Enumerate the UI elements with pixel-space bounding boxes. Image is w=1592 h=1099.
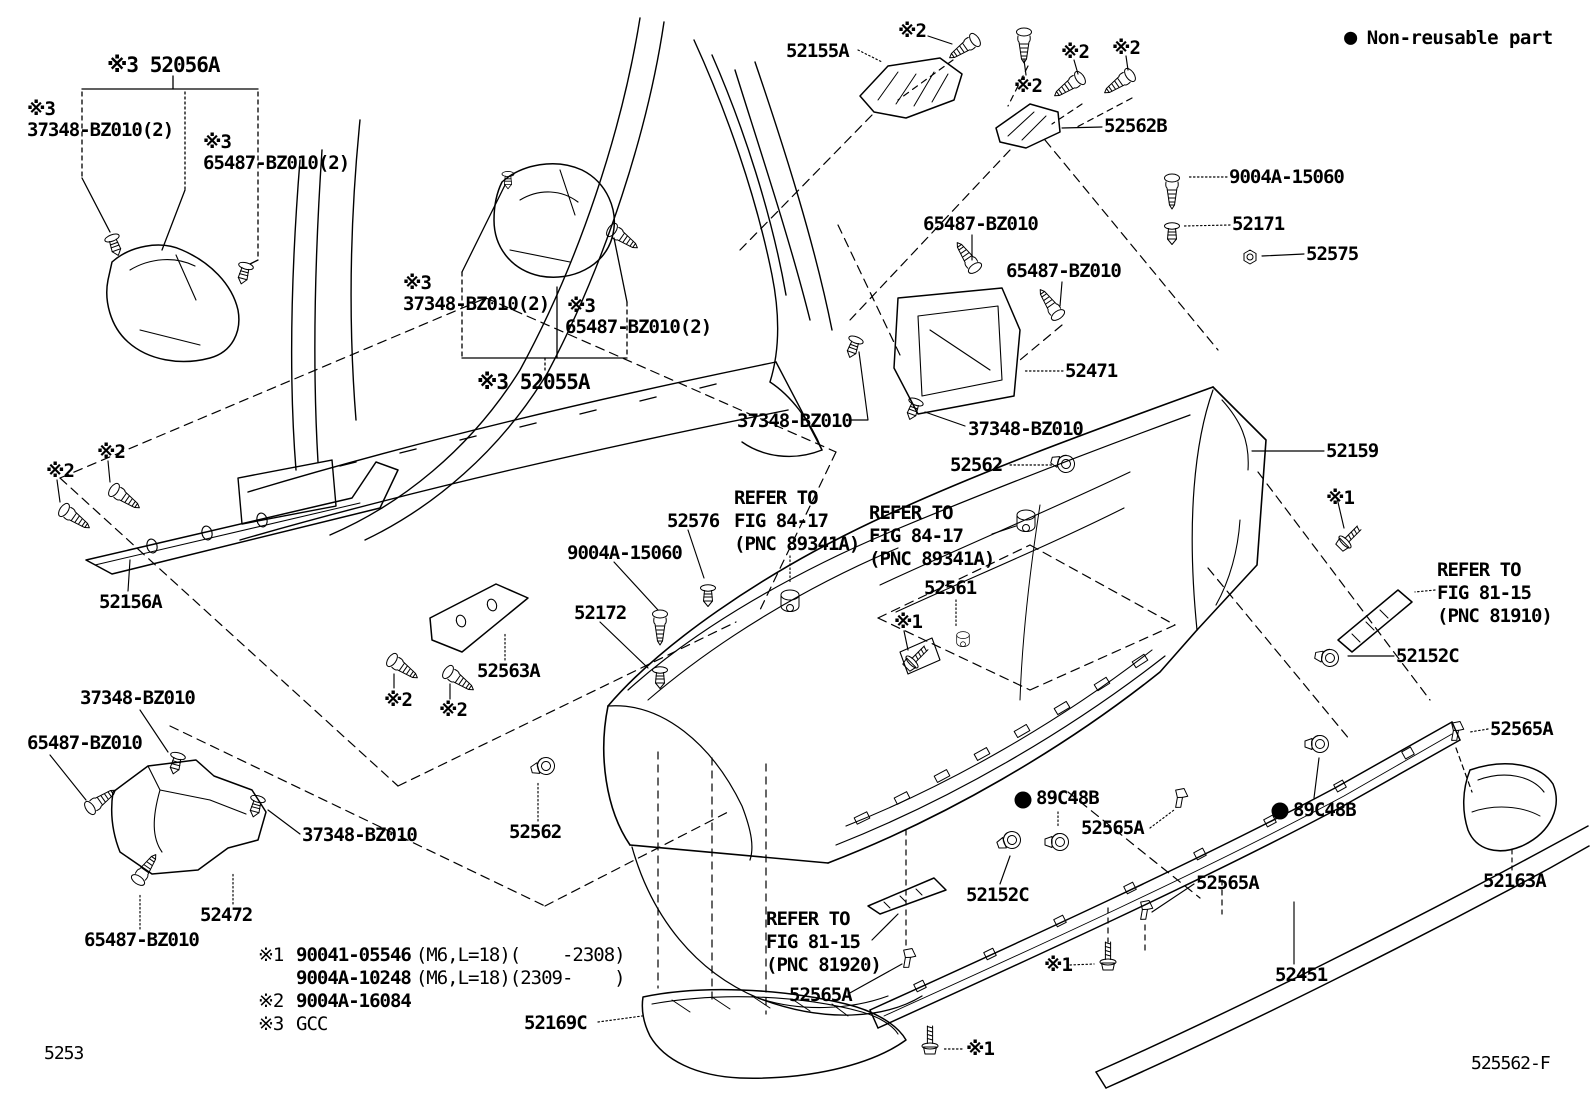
part-label: 52561 [924,577,977,599]
part-label: FIG 81-15 [1437,582,1531,604]
screw-icon [604,222,641,254]
footnote-marker: ※2 [258,990,284,1012]
footnote-row [258,944,625,967]
part-label: 52169C [524,1012,587,1034]
grommet-icon [1045,834,1069,851]
bumper-cover [604,387,1266,1015]
grommet-icon [995,829,1023,853]
footnote-part-number: GCC [296,1013,328,1035]
clip-icon [701,585,716,607]
non-reusable-legend [1344,27,1553,49]
part-label: 52152C [966,884,1029,906]
part-label: 37348-BZ010(2) [403,293,550,315]
part-label: 65487-BZ010 [84,929,199,951]
screw-icon [1050,70,1087,102]
part-label: (PNC 81910) [1437,605,1552,627]
bolt-icon [901,642,932,673]
footnote-marker [258,967,296,990]
non-reusable-dot-icon: ● [1344,25,1357,50]
end-cap [1464,764,1556,851]
part-label: 52472 [200,904,253,926]
part-label: ※3 [203,131,231,153]
screw-icon [82,784,119,816]
footnote-note: (M6,L=18)( -2308) [415,944,625,966]
part-label: 52155A [786,40,849,62]
part-label: 65487-BZ010(2) [203,152,350,174]
part-label: ※3 [27,98,55,120]
part-label: 52565A [1081,817,1144,839]
non-reusable-dot-icon [1272,803,1289,820]
park-sensor-icon [1017,510,1035,532]
part-label: ※2 [1112,37,1140,59]
part-label: 52562 [509,821,562,843]
part-label: ※2 [439,699,467,721]
part-label: ※3 [567,295,595,317]
part-label: ※3 52056A [107,53,220,77]
screw-icon [440,664,477,696]
part-label: 52565A [789,984,852,1006]
screw-icon [56,502,93,534]
part-label: 9004A-15060 [567,542,682,564]
part-label: 65487-BZ010 [1006,260,1121,282]
sensor-retainer-icon [957,632,970,647]
footnote-note: (M6,L=18)(2309- ) [415,967,625,989]
part-label: ※3 52055A [477,370,590,394]
part-label: 52576 [667,510,720,532]
part-label: 65487-BZ010 [923,213,1038,235]
part-label: 65487-BZ010 [27,732,142,754]
retainer-clip-icon [1173,787,1189,809]
screw-icon [945,32,982,64]
part-label: REFER TO [1437,559,1521,581]
nut-icon [1244,250,1256,264]
part-label: ※3 [403,272,431,294]
part-label: ※2 [1061,41,1089,63]
part-label: 52163A [1483,870,1546,892]
part-label: 9004A-15060 [1229,166,1344,188]
part-label: ※2 [384,689,412,711]
footnote-part-number: 90041-05546 [296,944,411,966]
part-label: 37348-BZ010 [302,824,417,846]
footnote-marker: ※3 [258,1013,284,1035]
screw-icon [653,610,668,645]
screw-icon [951,238,983,275]
part-label: ※2 [97,441,125,463]
part-label: 89C48B [1036,787,1099,809]
part-label: 37348-BZ010 [80,687,195,709]
part-label: (PNC 89341A) [869,548,995,570]
clip-icon [843,334,865,360]
part-label: (PNC 89341A) [734,533,860,555]
footnote-marker: ※1 [258,944,284,966]
screw-icon [1165,174,1180,209]
part-label: ※1 [1044,954,1072,976]
screw-icon [1017,28,1032,63]
part-label: FIG 84-17 [734,510,828,532]
part-label: 52575 [1306,243,1359,265]
legend-text: Non-reusable part [1366,27,1553,49]
grommet-icon [1305,736,1329,753]
part-label: ※1 [1326,487,1354,509]
clip-icon [234,261,254,286]
clip-icon [903,396,925,422]
part-label: REFER TO [766,908,850,930]
part-label: ※2 [898,20,926,42]
grommet-icon [529,756,556,779]
part-label: ※1 [894,611,922,633]
part-label: ※1 [966,1038,994,1060]
footnote-row [258,990,625,1013]
part-label: 37348-BZ010(2) [27,119,174,141]
part-label: FIG 84-17 [869,525,963,547]
bolt-icon [1334,522,1365,553]
part-label: 52565A [1490,718,1553,740]
screw-icon [384,652,421,684]
part-label: 52562B [1104,115,1167,137]
clip-icon [1165,223,1180,245]
screw-icon [106,482,143,514]
figure-code: 525562-F [1471,1053,1550,1074]
screw-icon [1100,67,1137,99]
footnote-row [258,967,625,990]
part-label: 52172 [574,602,627,624]
non-reusable-dot-icon [1015,792,1032,809]
retainer-clip-icon [901,947,917,969]
part-label: 89C48B [1293,799,1356,821]
page-code: 5253 [44,1043,84,1064]
part-label: 52159 [1326,440,1379,462]
part-label: (PNC 81920) [766,954,881,976]
part-label: 37348-BZ010 [737,410,852,432]
part-label: 52562 [950,454,1003,476]
part-label: 65487-BZ010(2) [565,316,712,338]
footnote-part-number: 9004A-16084 [296,990,411,1012]
part-label: 52156A [99,591,162,613]
part-label: 52451 [1275,964,1328,986]
rear-body-panel [238,18,832,540]
part-label: ※2 [1014,75,1042,97]
part-label: 52563A [477,660,540,682]
part-label: 52565A [1196,872,1259,894]
part-label: 52152C [1396,645,1459,667]
part-label: 52171 [1232,213,1285,235]
footnote-part-number: 9004A-10248 [296,967,411,989]
part-label: 37348-BZ010 [968,418,1083,440]
grommet-icon [1314,647,1340,668]
bolt-icon [922,1026,938,1054]
part-label: ※2 [46,460,74,482]
part-label: REFER TO [734,487,818,509]
bolt-icon [1100,942,1116,970]
part-label: REFER TO [869,502,953,524]
part-label: 52471 [1065,360,1118,382]
part-label: FIG 81-15 [766,931,860,953]
